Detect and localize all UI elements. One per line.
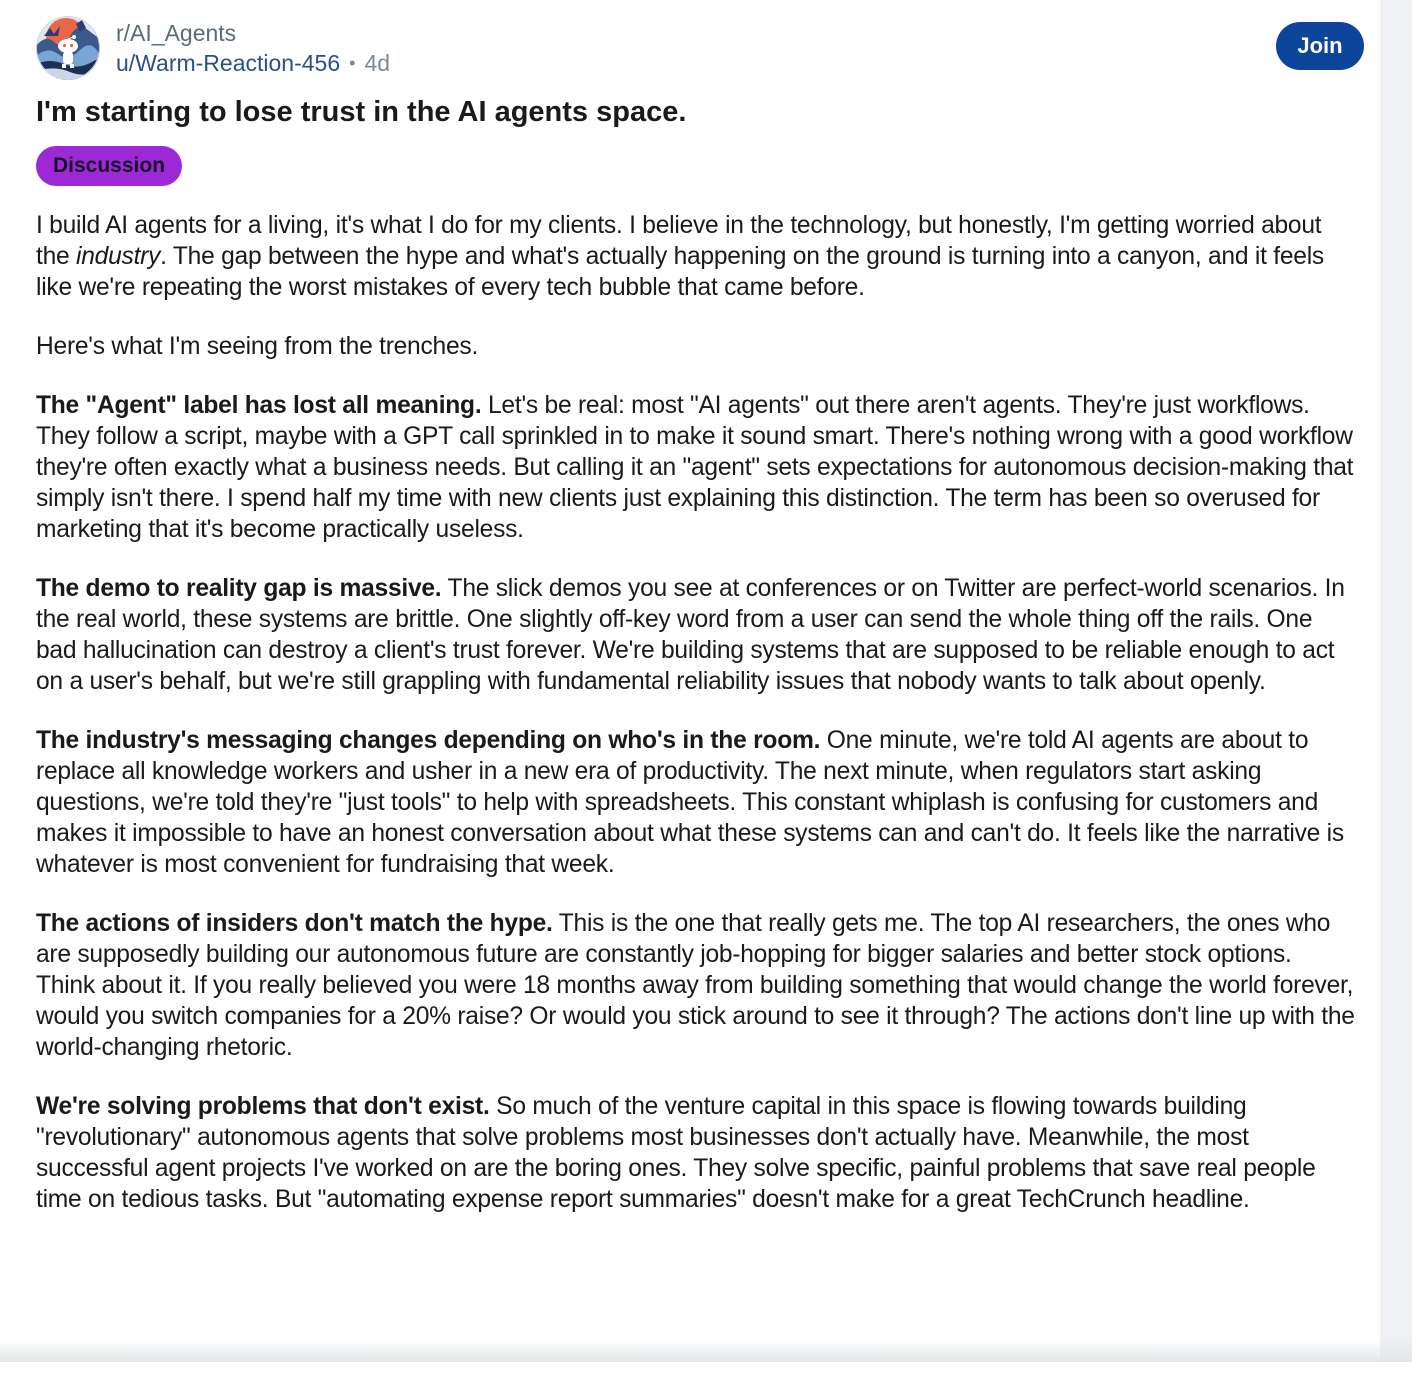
point-paragraph: [36, 573, 1356, 697]
point-text: This is the one that really gets me. The top AI researchers, the ones who are supposedly building our autonomous future are constantly job-hopping for bigger salaries and better stock options. Think about it. If you really believed you were 18 months away from building something that would change the world forever, would you switch companies for a 20% raise? Or would you stick around to see it through? The actions don't line up with the world-changing rhetoric.: [36, 910, 1355, 1061]
post-title[interactable]: I'm starting to lose trust in the AI agents space.: [36, 96, 687, 128]
point-heading: The demo to reality gap is massive.: [36, 575, 442, 602]
point-text: So much of the venture capital in this space is flowing towards building "revolutionary" autonomous agents that solve problems most businesses don't actually have. Meanwhile, the most successful agent projects I've worked on are the boring ones. They solve specific, painful problems that save real people time on tedious tasks. But "automating expense report summaries" doesn't make for a great TechCrunch headline.: [36, 1093, 1316, 1213]
bottom-edge: [0, 1362, 1412, 1375]
point-paragraph: [36, 1091, 1356, 1215]
point-paragraph: [36, 725, 1356, 880]
point-heading: We're solving problems that don't exist.: [36, 1093, 490, 1120]
author-link[interactable]: u/Warm-Reaction-456: [116, 50, 341, 76]
post-header: [36, 16, 390, 80]
point-text: Let's be real: most "AI agents" out there aren't agents. They're just workflows. They follow a script, maybe with a GPT call sprinkled in to make it sound smart. There's nothing wrong with a good workflow they're often exactly what a business needs. But calling it an "agent" sets expectations for autonomous decision-making that simply isn't there. I spend half my time with new clients just explaining this distinction. The term has been so overused for marketing that it's become practically useless.: [36, 392, 1354, 543]
point-paragraph: [36, 390, 1356, 545]
post-meta: [116, 18, 390, 78]
lead-in-paragraph: Here's what I'm seeing from the trenches.: [36, 333, 479, 360]
point-heading: The industry's messaging changes depending on who's in the room.: [36, 727, 821, 754]
flair-badge[interactable]: Discussion: [36, 146, 182, 186]
point-heading: The actions of insiders don't match the hype.: [36, 910, 553, 937]
scrollbar-track[interactable]: [1380, 0, 1412, 1375]
subreddit-avatar-icon[interactable]: [36, 16, 100, 80]
emphasis-text: industry: [76, 243, 161, 270]
point-text: The slick demos you see at conferences or on Twitter are perfect-world scenarios. In the real world, these systems are brittle. One slightly off-key word from a user can send the whole thing off the rails. One bad hallucination can destroy a client's trust forever. We're building systems that are supposed to be reliable enough to act on a user's behalf, but we're still grappling with fundamental reliability issues that nobody wants to talk about openly.: [36, 575, 1345, 695]
separator-dot: •: [349, 53, 356, 73]
subreddit-link[interactable]: r/AI_Agents: [116, 20, 237, 46]
point-heading: The "Agent" label has lost all meaning.: [36, 392, 482, 419]
post-age: 4d: [364, 50, 391, 76]
point-text: One minute, we're told AI agents are about to replace all knowledge workers and usher in a new era of productivity. The next minute, when regulators start asking questions, we're told they're "just tools" to help with spreadsheets. This constant whiplash is confusing for customers and makes it impossible to have an honest conversation about what these systems can and can't do. It feels like the narrative is whatever is most convenient for fundraising that week.: [36, 727, 1344, 878]
byline: [116, 48, 390, 78]
intro-paragraph: I build AI agents for a living, it's what I do for my clients. I believe in the technology, but honestly, I'm getting worried about the industry. The gap between the hype and what's actually happening on the ground is turning into a canyon, and it feels like we're repeating the worst mistakes of every tech bubble that came before.: [36, 212, 1324, 301]
join-button[interactable]: Join: [1276, 22, 1364, 70]
post-body: [36, 210, 1356, 1243]
point-paragraph: [36, 908, 1356, 1063]
